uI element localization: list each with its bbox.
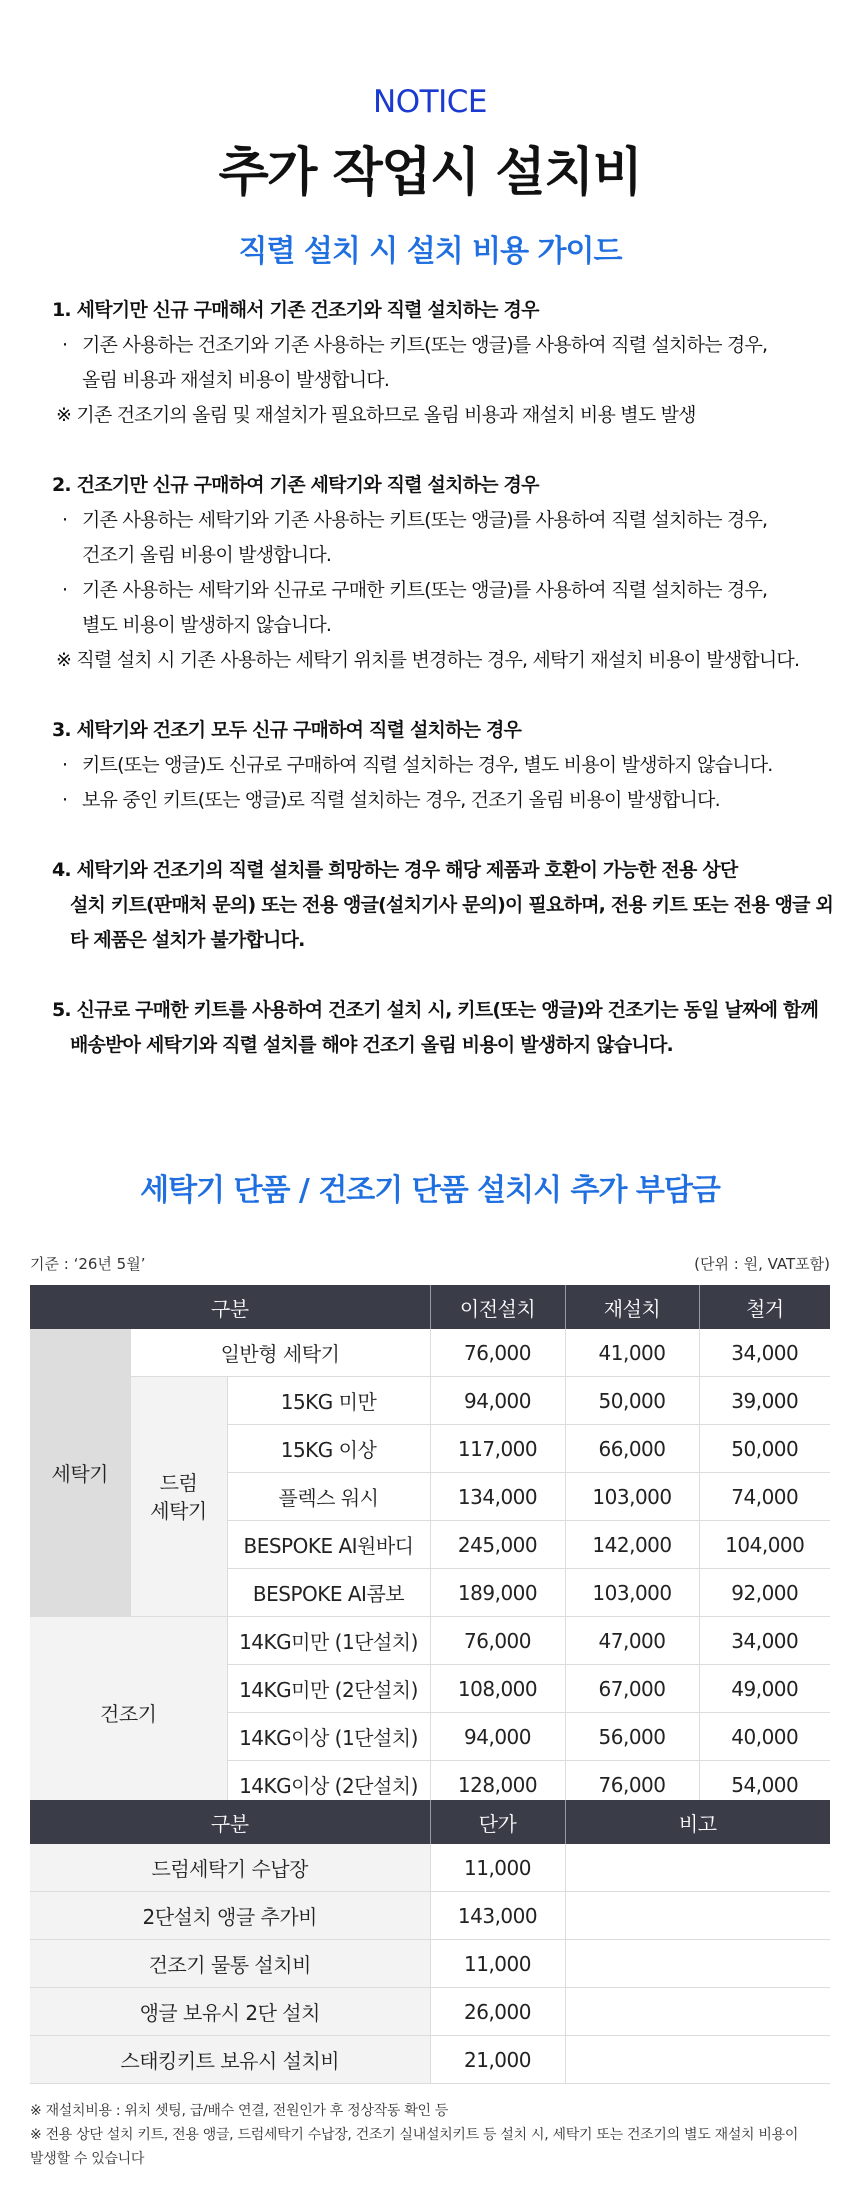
- section-note: ※ 기존 건조기의 올림 및 재설치가 필요하므로 올림 비용과 재설치 비용 별도 발생: [56, 404, 696, 426]
- table-row: [30, 1892, 830, 1940]
- column-header: 재설치: [565, 1285, 699, 1329]
- fee-cell: 76,000: [430, 1617, 565, 1665]
- fee-cell: 103,000: [565, 1569, 699, 1617]
- bullet-continuation: 건조기 올림 비용이 발생합니다.: [82, 544, 332, 566]
- page-title: 추가 작업시 설치비: [218, 143, 642, 203]
- install-fee-table: [30, 1285, 830, 1809]
- bullet-dot: ·: [62, 334, 68, 356]
- guide-section-3: [52, 713, 842, 818]
- row-label: 일반형 세탁기: [130, 1329, 430, 1377]
- section-heading: 2. 건조기만 신규 구매하여 기존 세탁기와 직렬 설치하는 경우: [52, 474, 539, 496]
- fee-cell: 189,000: [430, 1569, 565, 1617]
- row-label: 15KG 이상: [227, 1425, 430, 1473]
- guide-section-2: [52, 468, 842, 678]
- item-label: 스태킹키트 보유시 설치비: [30, 2036, 430, 2084]
- row-label: 플렉스 워시: [227, 1473, 430, 1521]
- footnote: 발생할 수 있습니다: [30, 2151, 145, 2167]
- column-header: 철거: [699, 1285, 830, 1329]
- fee-cell: 41,000: [565, 1329, 699, 1377]
- fee-cell: 76,000: [430, 1329, 565, 1377]
- item-label: 드럼세탁기 수납장: [30, 1844, 430, 1892]
- fee-cell: 117,000: [430, 1425, 565, 1473]
- fee-cell: 94,000: [430, 1713, 565, 1761]
- row-label: BESPOKE AI원바디: [227, 1521, 430, 1569]
- category-washer: 세탁기: [30, 1329, 130, 1617]
- item-label: 건조기 물통 설치비: [30, 1940, 430, 1988]
- fee-cell: 50,000: [565, 1377, 699, 1425]
- bullet-dot: ·: [62, 789, 68, 811]
- table-row: [30, 1940, 830, 1988]
- note-cell: [565, 1988, 830, 2036]
- footnotes: [30, 2099, 830, 2171]
- section-line: 5. 신규로 구매한 키트를 사용하여 건조기 설치 시, 키트(또는 앵글)와 건조기는 동일 날짜에 함께: [52, 999, 819, 1021]
- guide-subtitle: 직렬 설치 시 설치 비용 가이드: [238, 234, 622, 269]
- table-row: [30, 1844, 830, 1892]
- fee-cell: 134,000: [430, 1473, 565, 1521]
- category-dryer: 건조기: [30, 1617, 227, 1809]
- price-section-title: 세탁기 단품 / 건조기 단품 설치시 추가 부담금: [140, 1173, 720, 1208]
- category-drum-washer: 드럼 세탁기: [130, 1377, 227, 1617]
- bullet-item: [52, 328, 842, 363]
- notice-label: NOTICE: [373, 84, 487, 120]
- bullet-text: 기존 사용하는 세탁기와 신규로 구매한 키트(또는 앵글)를 사용하여 직렬 설치하는 경우,: [82, 579, 768, 601]
- bullet-continuation: 올림 비용과 재설치 비용이 발생합니다.: [82, 369, 390, 391]
- column-header: 이전설치: [430, 1285, 565, 1329]
- price-cell: 143,000: [430, 1892, 565, 1940]
- fee-cell: 34,000: [699, 1329, 830, 1377]
- item-label: 2단설치 앵글 추가비: [30, 1892, 430, 1940]
- row-label: 14KG미만 (1단설치): [227, 1617, 430, 1665]
- bullet-text: 키트(또는 앵글)도 신규로 구매하여 직렬 설치하는 경우, 별도 비용이 발생하지 않습니다.: [82, 754, 773, 776]
- fee-cell: 39,000: [699, 1377, 830, 1425]
- install-guide: [52, 293, 842, 1098]
- table-row: [30, 1377, 830, 1425]
- column-header: 단가: [430, 1800, 565, 1844]
- fee-cell: 67,000: [565, 1665, 699, 1713]
- note-cell: [565, 2036, 830, 2084]
- fee-cell: 54,000: [699, 1761, 830, 1809]
- unit-label: (단위 : 원, VAT포함): [694, 1255, 830, 1273]
- column-header: 구분: [30, 1800, 430, 1844]
- table-header-row: [30, 1800, 830, 1844]
- note-cell: [565, 1844, 830, 1892]
- bullet-item: [52, 573, 842, 608]
- note-cell: [565, 1892, 830, 1940]
- item-label: 앵글 보유시 2단 설치: [30, 1988, 430, 2036]
- fee-cell: 103,000: [565, 1473, 699, 1521]
- fee-cell: 128,000: [430, 1761, 565, 1809]
- fee-cell: 50,000: [699, 1425, 830, 1473]
- price-cell: 11,000: [430, 1940, 565, 1988]
- bullet-dot: ·: [62, 509, 68, 531]
- fee-cell: 74,000: [699, 1473, 830, 1521]
- bullet-dot: ·: [62, 754, 68, 776]
- bullet-text: 보유 중인 키트(또는 앵글)로 직렬 설치하는 경우, 건조기 올림 비용이 발생합니다.: [82, 789, 720, 811]
- row-label: 14KG이상 (2단설치): [227, 1761, 430, 1809]
- table-row: [30, 1617, 830, 1665]
- guide-section-4: [52, 853, 842, 958]
- fee-cell: 142,000: [565, 1521, 699, 1569]
- column-header: 구분: [30, 1285, 430, 1329]
- fee-cell: 56,000: [565, 1713, 699, 1761]
- fee-cell: 104,000: [699, 1521, 830, 1569]
- section-line: 4. 세탁기와 건조기의 직렬 설치를 희망하는 경우 해당 제품과 호환이 가능한 전용 상단: [52, 859, 738, 881]
- bullet-item: [52, 783, 842, 818]
- footnote: ※ 재설치비용 : 위치 셋팅, 급/배수 연결, 전원인가 후 정상작동 확인 등: [30, 2103, 449, 2119]
- row-label: 14KG미만 (2단설치): [227, 1665, 430, 1713]
- basis-date: 기준 : ‘26년 5월’: [30, 1255, 146, 1273]
- fee-cell: 47,000: [565, 1617, 699, 1665]
- section-line: 타 제품은 설치가 불가합니다.: [70, 929, 305, 951]
- column-header: 비고: [565, 1800, 830, 1844]
- table-row: [30, 1988, 830, 2036]
- bullet-dot: ·: [62, 579, 68, 601]
- bullet-item: [52, 748, 842, 783]
- table-row: [30, 2036, 830, 2084]
- guide-section-5: [52, 993, 842, 1063]
- fee-cell: 94,000: [430, 1377, 565, 1425]
- fee-cell: 92,000: [699, 1569, 830, 1617]
- note-cell: [565, 1940, 830, 1988]
- fee-cell: 76,000: [565, 1761, 699, 1809]
- price-cell: 26,000: [430, 1988, 565, 2036]
- guide-section-1: [52, 293, 842, 433]
- fee-cell: 34,000: [699, 1617, 830, 1665]
- extra-fee-table: [30, 1800, 830, 2084]
- fee-cell: 40,000: [699, 1713, 830, 1761]
- fee-cell: 66,000: [565, 1425, 699, 1473]
- section-note: ※ 직렬 설치 시 기존 사용하는 세탁기 위치를 변경하는 경우, 세탁기 재설치 비용이 발생합니다.: [56, 649, 800, 671]
- bullet-item: [52, 503, 842, 538]
- bullet-text: 기존 사용하는 건조기와 기존 사용하는 키트(또는 앵글)를 사용하여 직렬 설치하는 경우,: [82, 334, 768, 356]
- row-label: 15KG 미만: [227, 1377, 430, 1425]
- section-line: 설치 키트(판매처 문의) 또는 전용 앵글(설치기사 문의)이 필요하며, 전용 키트 또는 전용 앵글 외: [70, 894, 834, 916]
- footnote: ※ 전용 상단 설치 키트, 전용 앵글, 드럼세탁기 수납장, 건조기 실내설치키트 등 설치 시, 세탁기 또는 건조기의 별도 재설치 비용이: [30, 2127, 799, 2143]
- section-heading: 1. 세탁기만 신규 구매해서 기존 건조기와 직렬 설치하는 경우: [52, 299, 539, 321]
- section-line: 배송받아 세탁기와 직렬 설치를 해야 건조기 올림 비용이 발생하지 않습니다.: [70, 1034, 673, 1056]
- table-header-row: [30, 1285, 830, 1329]
- fee-cell: 49,000: [699, 1665, 830, 1713]
- table-row: [30, 1329, 830, 1377]
- price-cell: 11,000: [430, 1844, 565, 1892]
- bullet-continuation: 별도 비용이 발생하지 않습니다.: [82, 614, 332, 636]
- row-label: 14KG이상 (1단설치): [227, 1713, 430, 1761]
- row-label: BESPOKE AI콤보: [227, 1569, 430, 1617]
- price-cell: 21,000: [430, 2036, 565, 2084]
- fee-cell: 108,000: [430, 1665, 565, 1713]
- section-heading: 3. 세탁기와 건조기 모두 신규 구매하여 직렬 설치하는 경우: [52, 719, 522, 741]
- fee-cell: 245,000: [430, 1521, 565, 1569]
- bullet-text: 기존 사용하는 세탁기와 기존 사용하는 키트(또는 앵글)를 사용하여 직렬 설치하는 경우,: [82, 509, 768, 531]
